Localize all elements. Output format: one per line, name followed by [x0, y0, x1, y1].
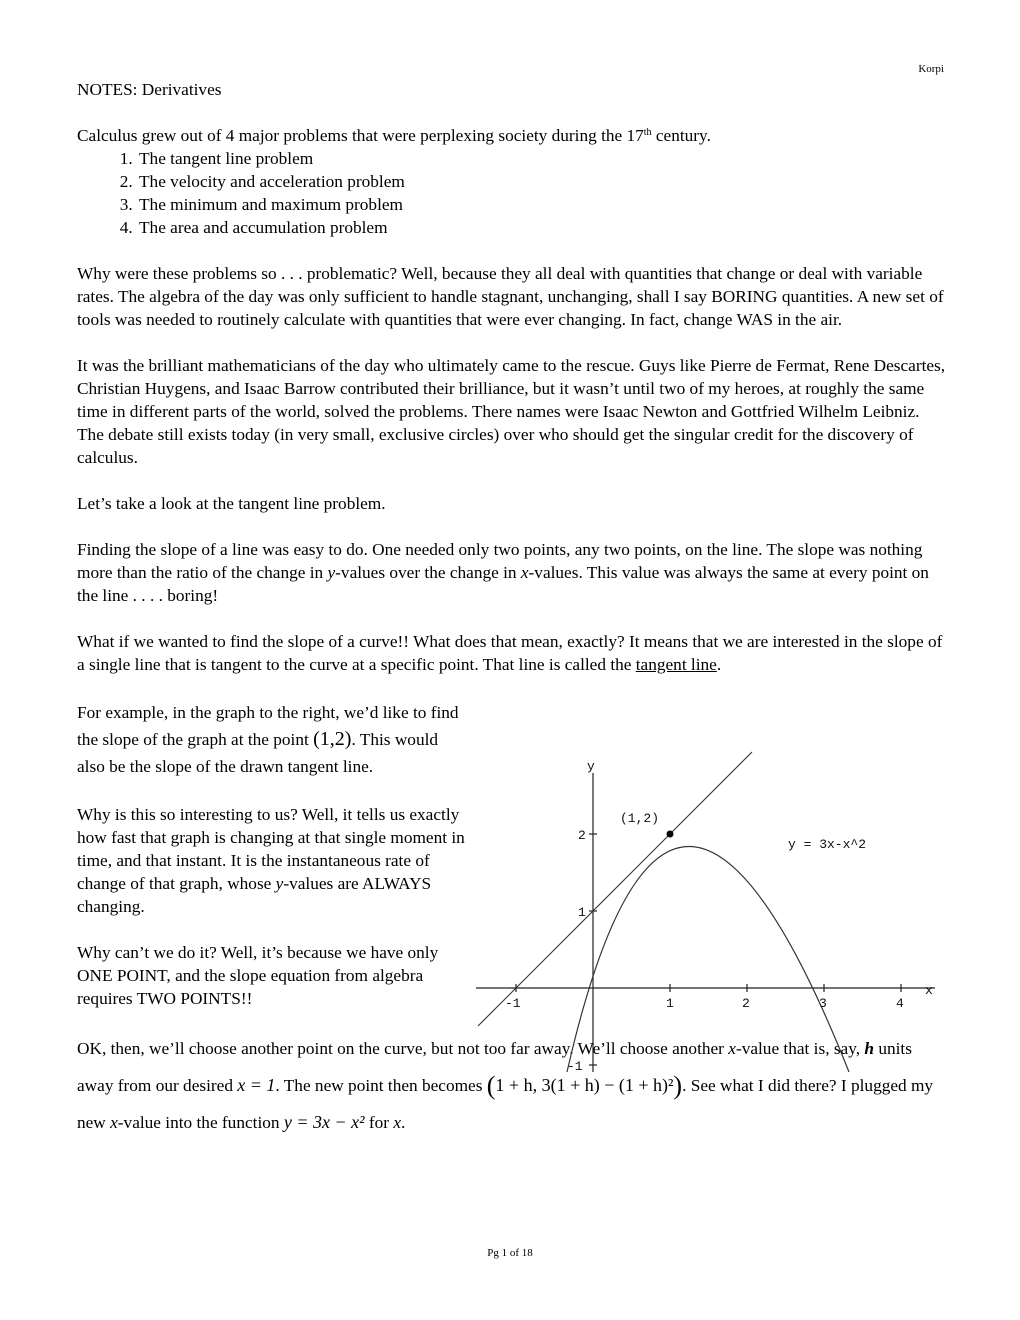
page-title: NOTES: Derivatives	[77, 80, 222, 99]
left-column	[77, 699, 467, 1010]
why-paragraph: Why were these problems so . . . problematic? Well, because they all deal with quantities that change or deal with variable rates. The algebra of the day was only sufficient to handle stagnant, unchanging, shall I say BORING quantities. A new set of tools was needed to routinely calculate with quantities that were ever changing. In fact, change WAS in the air.	[77, 264, 944, 329]
y-tick-label: -1	[567, 1059, 583, 1074]
function-expression: y = 3x − x²	[283, 1112, 365, 1132]
problems-list	[77, 147, 947, 239]
function-label: y = 3x-x^2	[788, 837, 867, 852]
x-tick-label: 1	[666, 996, 674, 1011]
ok-paragraph: OK, then, we’ll choose another point on the curve, but not too far away. We’ll choose another x-value that is, say, h units away from our desired x = 1. The new point then becomes (1 + h, 3(1 + h) − (1 + h)²). See what I did there? I plugged my new x-value into the function y = 3x − x² for x.	[77, 1039, 934, 1132]
tangent-line	[478, 752, 752, 1026]
x-tick-label: 3	[819, 996, 827, 1011]
curve-paragraph: What if we wanted to find the slope of a curve!! What does that mean, exactly? It means that we are interested in the slope of a single line that is tangent to the curve at a specific point. That line is called the tangent line.	[77, 632, 943, 674]
y-tick-label: 1	[578, 905, 586, 920]
cant-paragraph: Why can’t we do it? Well, it’s because we have only ONE POINT, and the slope equation from algebra requires TWO POINTS!!	[77, 943, 439, 1008]
list-item: 3. The minimum and maximum problem	[137, 193, 947, 216]
example-paragraph: For example, in the graph to the right, we’d like to find the slope of the graph at the point (1,2). This would also be the slope of the drawn tangent line.	[77, 703, 459, 776]
x-axis-label: x	[925, 983, 933, 998]
tangent-point-marker	[667, 831, 674, 838]
list-item: 2. The velocity and acceleration problem	[137, 170, 947, 193]
graph-svg	[470, 740, 950, 1080]
interesting-paragraph: Why is this so interesting to us? Well, it tells us exactly how fast that graph is changing at that single moment in time, and that instant. It is the instantaneous rate of change of that graph, whose y-values are ALWAYS changing.	[77, 805, 465, 916]
page-number: Pg 1 of 18	[487, 1247, 533, 1259]
intro-paragraph: Calculus grew out of 4 major problems that were perplexing society during the 17th century.	[77, 126, 711, 145]
new-point-expression: 1 + h, 3(1 + h) − (1 + h)²	[495, 1075, 674, 1095]
parabola-curve	[567, 847, 849, 1073]
x-tick-label: -1	[505, 996, 521, 1011]
y-axis-label: y	[587, 759, 595, 774]
mathematicians-paragraph: It was the brilliant mathematicians of the day who ultimately came to the rescue. Guys like Pierre de Fermat, Rene Descartes, Christian Huygens, and Isaac Barrow contributed their brilliance, but it wasn’t until two of my heroes, at roughly the same time in different parts of the world, solved the problems. There names were Isaac Newton and Gottfried Wilhelm Leibniz. The debate still exists today (in very small, exclusive circles) over who should get the singular credit for the discovery of calculus.	[77, 356, 946, 467]
tangent-line-term: tangent line	[635, 655, 717, 674]
x-tick-label: 4	[896, 996, 904, 1011]
header-author: Korpi	[918, 63, 944, 75]
point-label: (1,2)	[620, 811, 660, 826]
y-tick-label: 2	[578, 828, 586, 843]
list-item: 4. The area and accumulation problem	[137, 216, 947, 239]
tangent-line-graph	[470, 740, 950, 1080]
lets-look-paragraph: Let’s take a look at the tangent line problem.	[77, 494, 386, 513]
x-tick-label: 2	[742, 996, 750, 1011]
list-item: 1. The tangent line problem	[137, 147, 947, 170]
slope-paragraph: Finding the slope of a line was easy to do. One needed only two points, any two points, on the line. The slope was nothing more than the ratio of the change in y-values over the change in x-values. This value was always the same at every point on the line . . . . boring!	[77, 540, 929, 605]
